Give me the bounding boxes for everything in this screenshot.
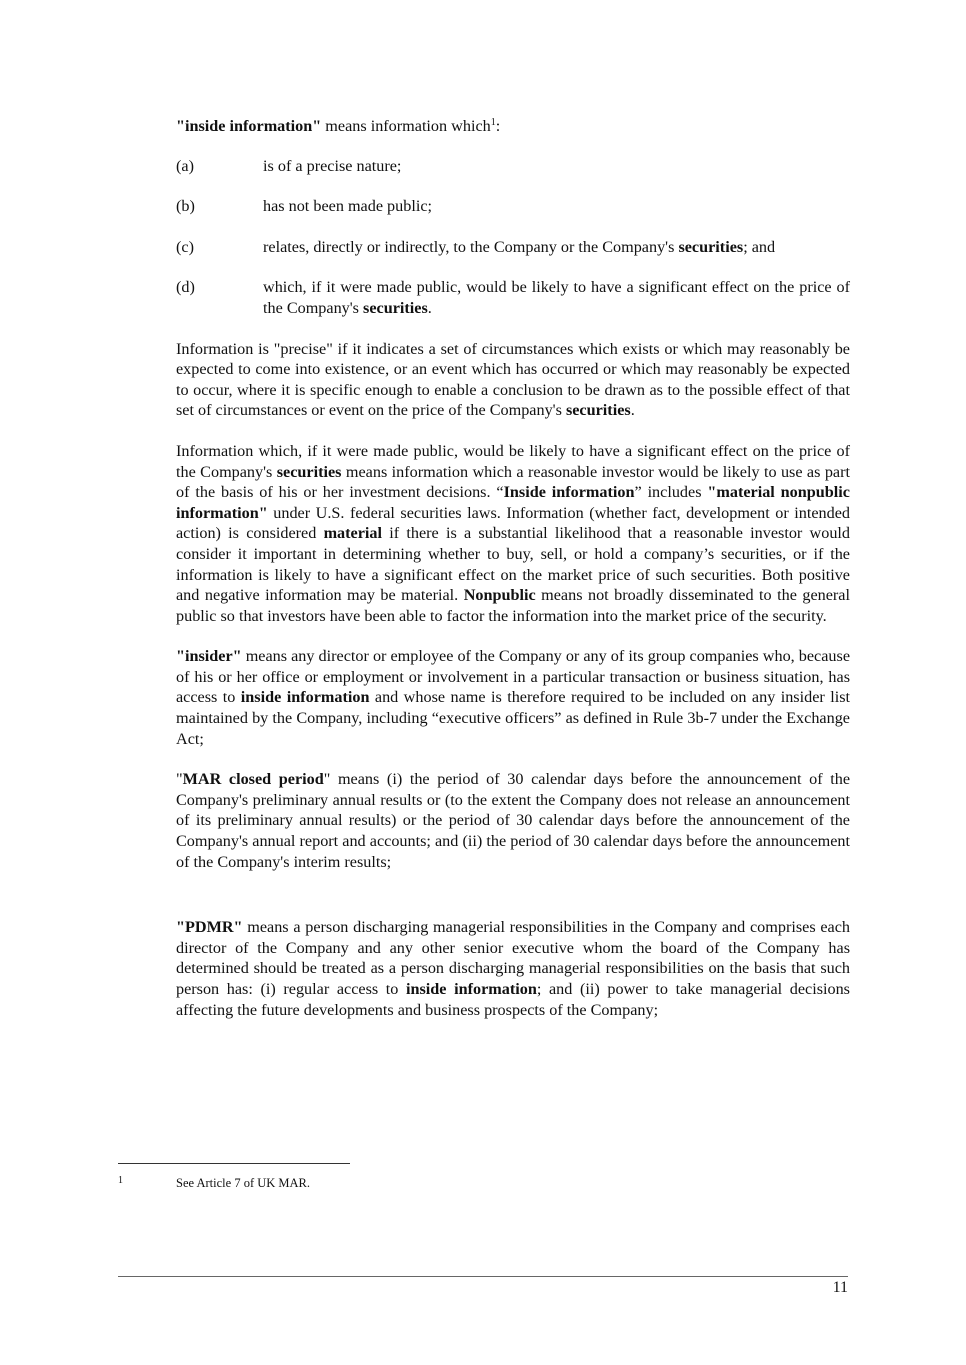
list-item (176, 156, 850, 177)
material-information-paragraph: Information which, if it were made public, would be likely to have a significant effect on the price of the Company's securities means information which a reasonable investor would be likely to use as part of the basis of his or her investment decisions. “Inside information” includes "material nonpublic information" under U.S. federal securities laws. Information (whether fact, development or intended action) is considered material if there is a substantial likelihood that a reasonable investor would consider it important in determining whether to buy, sell, or hold a company’s securities, or if the information is likely to have a significant effect on the market price of such securities. Both positive and negative information may be material. Nonpublic means not broadly disseminated to the general public so that investors have been able to factor the information into the market price of the security. (176, 441, 851, 625)
defined-term: "insider" (176, 647, 242, 666)
pdmr-definition: "PDMR" means a person discharging managerial responsibilities in the Company and comprises each director of the Company and any other senior executive whom the board of the Company has determined should be treated as a person discharging managerial responsibilities on the basis that such person has: (i) regular access to inside information; and (ii) power to take managerial decisions affecting the future developments and business prospects of the Company; (176, 918, 850, 1019)
defined-term: "inside information" (176, 117, 322, 135)
mar-closed-period-definition: "MAR closed period" means (i) the period of 30 calendar days before the announcement of the Company's preliminary annual results or (to the extent the Company does not release an announcement of its preliminary annual results) or the period of 30 calendar days before the announcement of the Company's annual report and accounts; and (ii) the period of 30 calendar days before the announcement of the Company's interim results; (176, 770, 851, 871)
list-item-text: which, if it were made public, would be likely to have a significant effect on the price of the Company's securities. (263, 278, 850, 317)
list-item-text: is of a precise nature; (263, 156, 402, 175)
inside-information-definition: "inside information" means information which$^1$: (176, 117, 501, 135)
defined-term: MAR closed period (182, 770, 324, 789)
footnote-text: See Article 7 of UK MAR. (176, 1176, 311, 1190)
list-item-label: (d) (176, 278, 195, 297)
list-item-label: (c) (176, 237, 194, 256)
footnote (118, 1175, 818, 1191)
list-item-label: (a) (176, 156, 194, 175)
list-item-text: has not been made public; (263, 197, 433, 216)
footnote-number: 1 (118, 1175, 123, 1186)
page-number: 11 (832, 1279, 848, 1296)
footnote-separator (118, 1163, 350, 1164)
list-item (176, 277, 850, 318)
document-body (176, 116, 850, 1040)
footnote-reference[interactable]: 1 (490, 117, 496, 128)
list-item-text: relates, directly or indirectly, to the Company or the Company's securities; and (263, 237, 776, 256)
list-item-label: (b) (176, 197, 195, 216)
list-item (176, 196, 850, 217)
insider-definition: "insider" means any director or employee of the Company or any of its group companies who, because of his or her office or employment or involvement in a particular transaction or business situation, has access to inside information and whose name is therefore required to be included on any insider list maintained by the Company, including “executive officers” as defined in Rule 3b-7 under the Exchange Act; (176, 647, 850, 748)
list-item (176, 237, 850, 258)
precise-paragraph: Information is "precise" if it indicates a set of circumstances which exists or which may reasonably be expected to come into existence, or an event which has occurred or which may reasonably be expected to occur, where it is specific enough to enable a conclusion to be drawn as to the possible effect of that set of circumstances or event on the price of the Company's securities. (176, 339, 850, 420)
defined-term: "PDMR" (176, 918, 243, 937)
footer-divider (118, 1276, 848, 1277)
